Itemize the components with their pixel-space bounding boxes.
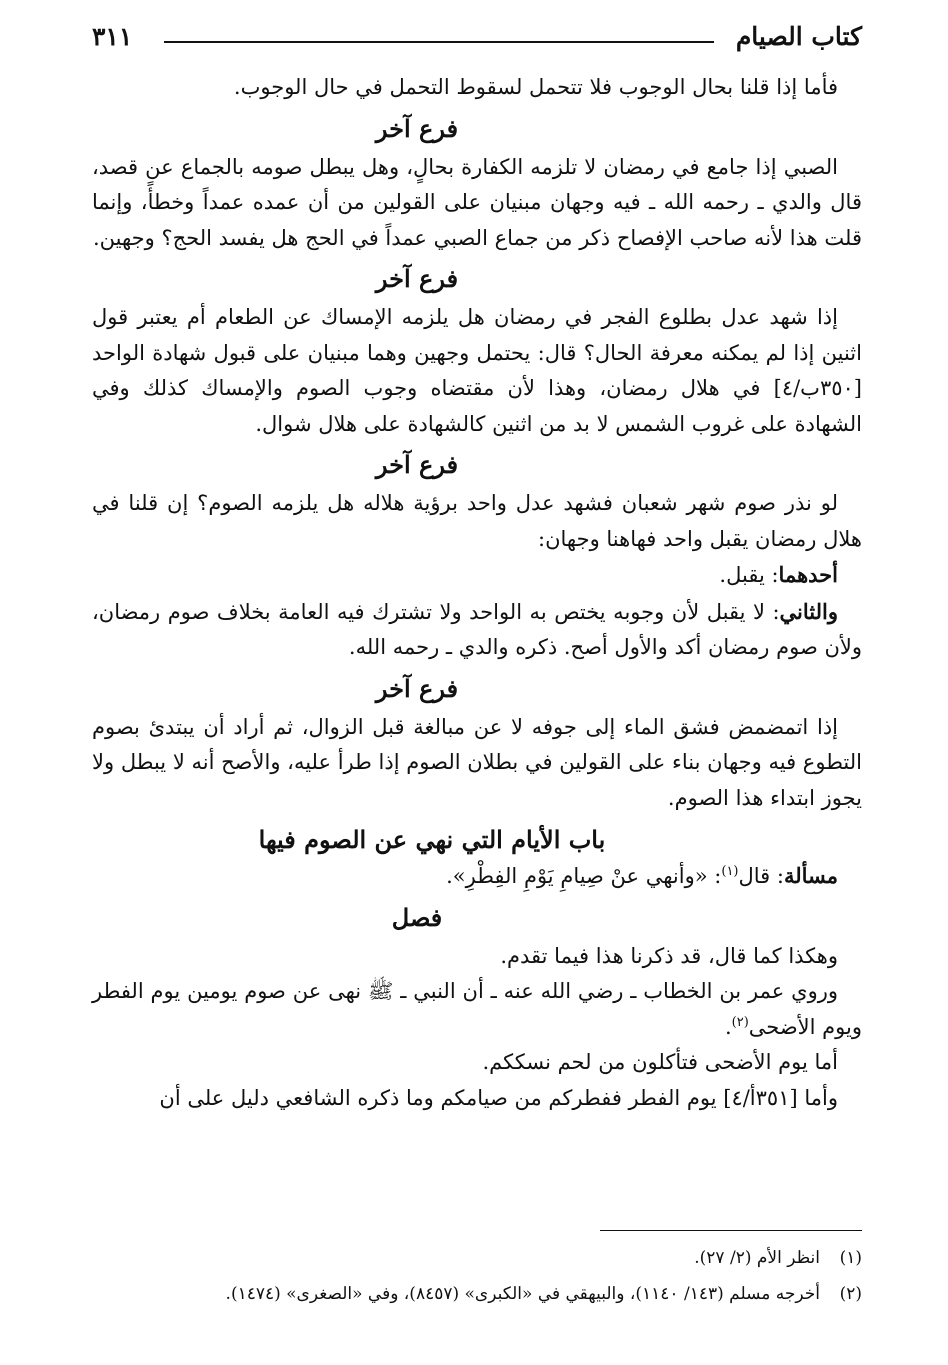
masala-line xyxy=(92,858,862,895)
section-heading: فرع آخر xyxy=(375,264,459,293)
paragraph: إذا شهد عدل بطلوع الفجر في رمضان هل يلزمه الإمساك عن الطعام أم يعتبر قول اثنين إذا لم يمكنه معرفة الحال؟ قال: يحتمل وجهين وهما مبنيان على قبول شهادة الواحد [٣٥٠ب/٤] في هلال رمضان، وهذا لأن مقتضاه وجوب الصوم والإمساك كذلك وفي الشهادة على غروب الشمس لا بد من اثنين كالشهادة على هلال شوال. xyxy=(92,305,862,436)
paragraph xyxy=(92,557,862,594)
paragraph-text: وروي عمر بن الخطاب ـ رضي الله عنه ـ أن النبي ـ ﷺ نهى عن صوم يومين يوم الفطر ويوم الأضحى xyxy=(92,979,862,1039)
paragraph: أما يوم الأضحى فتأكلون من لحم نسككم. xyxy=(482,1050,838,1074)
paragraph-text: : يقبل. xyxy=(719,563,779,587)
paragraph: وأما [٣٥١أ/٤] يوم الفطر ففطركم من صيامكم وما ذكره الشافعي دليل على أن xyxy=(159,1085,838,1110)
footnote-text: أخرجه مسلم (١٤٣/ ١١٤٠)، والبيهقي في «الكبرى» (٨٤٥٧)، وفي «الصغرى» (١٤٧٤). xyxy=(225,1284,820,1304)
section-heading: فرع آخر xyxy=(375,673,459,703)
running-header xyxy=(92,22,862,62)
paragraph: فأما إذا قلنا بحال الوجوب فلا تتحمل لسقوط التحمل في حال الوجوب. xyxy=(233,75,838,99)
paragraph-text: . xyxy=(724,1014,732,1039)
paragraph: لو نذر صوم شهر شعبان فشهد عدل واحد برؤية هلاله هل يلزمه الصوم؟ إن قلنا في هلال رمضان يقبل واحد فهاهنا وجهان: xyxy=(92,491,862,551)
paragraph: وهكذا كما قال، قد ذكرنا هذا فيما تقدم. xyxy=(500,943,838,968)
chapter-title: كتاب الصيام xyxy=(735,22,862,51)
paragraph xyxy=(92,594,862,666)
chapter-heading: باب الأيام التي نهي عن الصوم فيها xyxy=(258,825,606,854)
paragraph-text: : لا يقبل لأن وجوبه يختص به الواحد ولا تشترك فيه العامة بخلاف صوم رمضان، ولأن صوم رمضان أكد والأول أصح. ذكره والدي ـ رحمه الله. xyxy=(92,599,862,659)
footnote-ref[interactable]: (٢) xyxy=(731,1014,749,1030)
footnote-text: انظر الأم (٢/ ٢٧). xyxy=(694,1248,820,1268)
section-heading: فرع آخر xyxy=(375,113,459,143)
footnote-ref[interactable]: (١) xyxy=(721,864,739,879)
section-heading: فرع آخر xyxy=(375,450,459,479)
footnote-rule xyxy=(600,1230,862,1231)
page-body xyxy=(92,70,862,1116)
section-heading: فصل xyxy=(391,902,443,932)
paragraph-lead: والثاني xyxy=(779,598,838,624)
footnote xyxy=(92,1276,862,1312)
paragraph: إذا اتمضمض فشق الماء إلى جوفه لا عن مبالغة قبل الزوال، ثم أراد أن يبتدئ بصوم التطوع فيه وجهان بناء على القولين في بطلان الصوم إذا طرأ عليه، والأصح أنه لا يبطل ولا يجوز ابتداء هذا الصوم. xyxy=(92,714,862,810)
masala-quote: : «وأنهي عنْ صِيامِ يَوْمِ الفِطْرِ». xyxy=(446,864,722,888)
paragraph xyxy=(92,974,862,1045)
footnote-number: (٢) xyxy=(839,1284,862,1304)
footnote-number: (١) xyxy=(839,1248,862,1268)
header-rule xyxy=(164,41,714,43)
masala-text: : قال xyxy=(738,864,784,888)
masala-lead: مسألة xyxy=(783,863,838,888)
paragraph-lead: أحدهما xyxy=(778,562,838,587)
page-number: ٣١١ xyxy=(92,22,133,51)
paragraph: الصبي إذا جامع في رمضان لا تلزمه الكفارة بحالٍ، وهل يبطل صومه بالجماع عن قصد، قال والدي ـ رحمه الله ـ فيه وجهان مبنيان على القولين من أن عمده عمداً وخطأً، وإنما قلت هذا لأنه صاحب الإفصاح ذكر من جماع الصبي عمداً في الحج هل يفسد الحج؟ وجهين. xyxy=(92,154,862,250)
footnotes xyxy=(92,1240,862,1312)
footnote xyxy=(92,1240,862,1276)
